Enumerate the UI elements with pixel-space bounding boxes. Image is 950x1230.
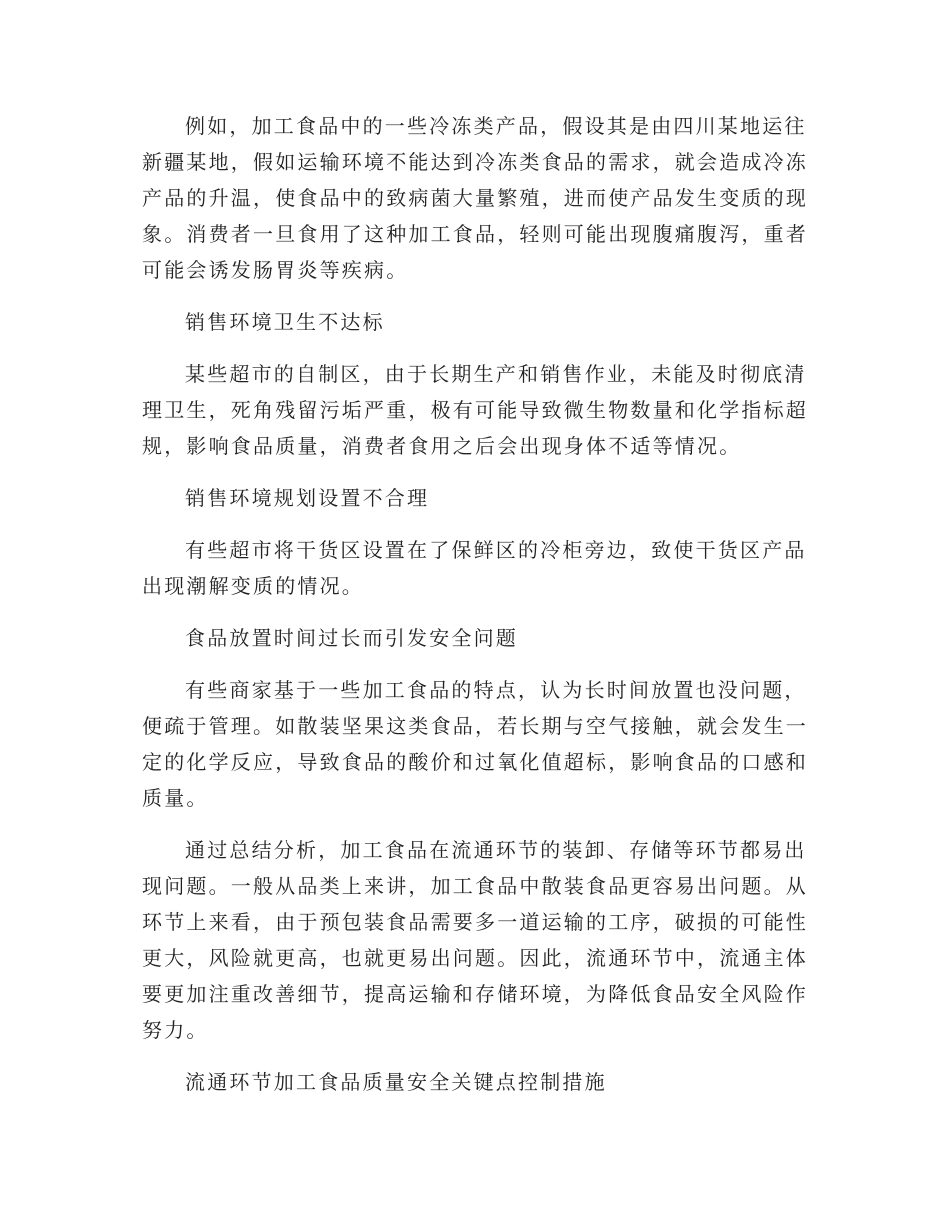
text-line: 理卫生，死角残留污垢严重，极有可能导致微生物数量和化学指标超: [142, 398, 808, 422]
text-line: 规，影响食品质量，消费者食用之后会出现身体不适等情况。: [142, 434, 742, 458]
text-line: 通过总结分析，加工食品在流通环节的装卸、存储等环节都易出: [185, 838, 807, 862]
paragraph-summary: [142, 832, 808, 1048]
heading-text: 流通环节加工食品质量安全关键点控制措施: [185, 1070, 607, 1094]
text-line: 环节上来看，由于预包装食品需要多一道运输的工序，破损的可能性: [142, 910, 808, 934]
text-line: 便疏于管理。如散装坚果这类食品，若长期与空气接触，就会发生一: [142, 714, 808, 738]
text-line: 产品的升温，使食品中的致病菌大量繁殖，进而使产品发生变质的现: [142, 186, 808, 210]
section-heading-hygiene: [142, 304, 792, 340]
text-line: 可能会诱发肠胃炎等疾病。: [142, 258, 409, 282]
paragraph-storage-time: [142, 672, 808, 816]
document-page: [142, 108, 808, 1116]
paragraph-hygiene: [142, 356, 808, 464]
paragraph-layout: [142, 532, 807, 604]
text-line: 有些商家基于一些加工食品的特点，认为长时间放置也没问题，: [185, 678, 807, 702]
heading-text: 食品放置时间过长而引发安全问题: [185, 626, 518, 650]
text-line: 质量。: [142, 786, 209, 810]
text-line: 有些超市将干货区设置在了保鲜区的冷柜旁边，致使干货区产品: [185, 538, 807, 562]
section-heading-layout: [142, 480, 792, 516]
text-line: 某些超市的自制区，由于长期生产和销售作业，未能及时彻底清: [185, 362, 807, 386]
text-line: 例如，加工食品中的一些冷冻类产品，假设其是由四川某地运往: [185, 114, 807, 138]
text-line: 象。消费者一旦食用了这种加工食品，轻则可能出现腹痛腹泻，重者: [142, 222, 808, 246]
section-heading-storage-time: [142, 620, 792, 656]
text-line: 努力。: [142, 1018, 209, 1042]
text-line: 新疆某地，假如运输环境不能达到冷冻类食品的需求，就会造成冷冻: [142, 150, 808, 174]
heading-text: 销售环境规划设置不合理: [185, 486, 430, 510]
text-line: 要更加注重改善细节，提高运输和存储环境，为降低食品安全风险作: [142, 982, 808, 1006]
paragraph-cold-chain-example: [142, 108, 808, 288]
heading-text: 销售环境卫生不达标: [185, 310, 385, 334]
text-line: 定的化学反应，导致食品的酸价和过氧化值超标，影响食品的口感和: [142, 750, 808, 774]
section-heading-control-measures: [142, 1064, 792, 1100]
text-line: 出现潮解变质的情况。: [142, 574, 364, 598]
text-line: 更大，风险就更高，也就更易出问题。因此，流通环节中，流通主体: [142, 946, 808, 970]
text-line: 现问题。一般从品类上来讲，加工食品中散装食品更容易出问题。从: [142, 874, 808, 898]
